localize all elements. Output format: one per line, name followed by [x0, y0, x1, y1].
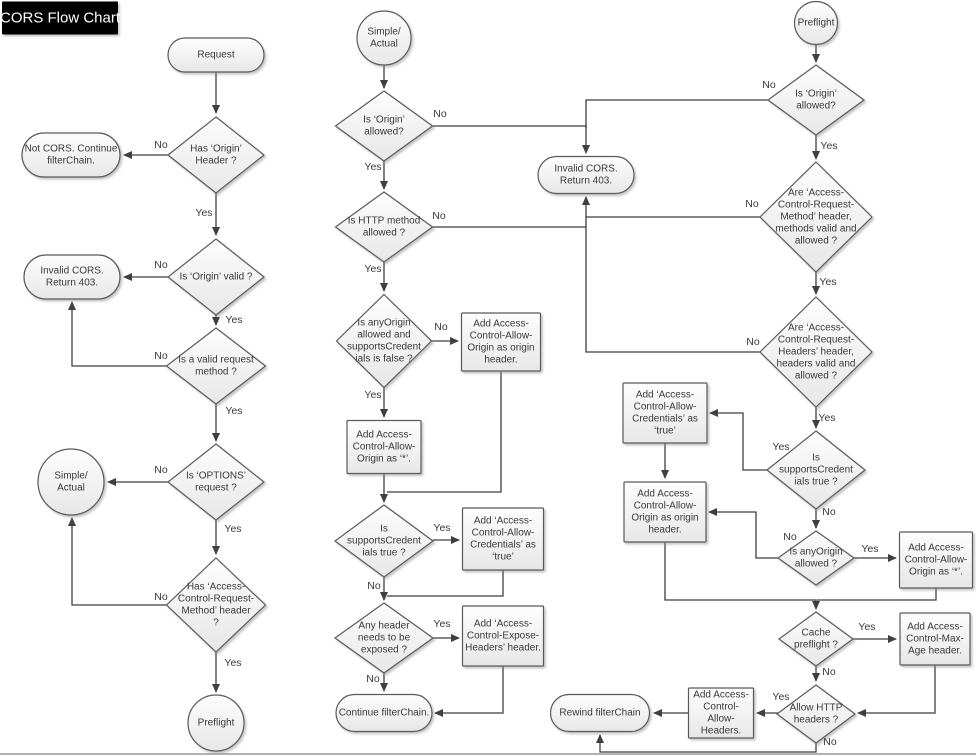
edge-label-no: No: [154, 259, 168, 271]
decision-any-header-exposed-label: Any header needs to be exposed ?: [357, 620, 411, 656]
edge-label-yes: Yes: [818, 412, 836, 424]
edge-label-no: No: [154, 350, 168, 362]
process-acah-header: [689, 688, 754, 738]
edge-label-no: No: [745, 198, 759, 210]
flow-connector: [710, 413, 767, 470]
end-continue-filterchain-label: Continue filterChain.: [338, 707, 430, 719]
end-invalid-cors-left: [24, 255, 120, 299]
decision-cache-preflight-label: Cache preflight ?: [794, 627, 838, 651]
edge-label-yes: Yes: [433, 618, 451, 630]
edge-label-no: No: [154, 591, 168, 603]
decision-has-acrm-header-label: Has ‘Access-Control-Request-Method’ header ?: [177, 581, 255, 629]
process-acao-origin-header-right: [624, 482, 706, 542]
edge-label-yes: Yes: [858, 621, 876, 633]
connector-preflight-left: [188, 695, 244, 751]
flow-connector: [709, 512, 778, 558]
edge-label-no: No: [822, 506, 836, 518]
connector-preflight-right-label: Preflight: [797, 17, 835, 29]
decision-anyorigin-supportscred-false-label: Is anyOrigin allowed and supportsCredent ials is false ?: [347, 317, 421, 365]
start-request-label: Request: [197, 49, 235, 61]
flow-connector: [72, 518, 167, 605]
edge-label-yes: Yes: [364, 263, 382, 275]
flow-connector: [435, 666, 503, 713]
decision-origin-valid-label: Is ‘Origin’ valid ?: [179, 271, 253, 283]
process-acac-true-right: [623, 383, 707, 443]
edge-label-no: No: [762, 79, 776, 91]
process-acma-header: [900, 613, 970, 665]
edge-label-yes: Yes: [364, 389, 382, 401]
decision-origin-allowed-mid-label: Is ‘Origin’ allowed?: [363, 114, 405, 138]
edge-label-no: No: [154, 139, 168, 151]
decision-acrh-valid-right: [760, 297, 872, 407]
decision-supportscred-true-right-label: Is supportsCredent ials true ?: [779, 452, 853, 488]
flow-connector: [387, 570, 503, 596]
decision-allow-http-headers-label: Allow HTTP headers ?: [789, 702, 843, 726]
decision-acrm-valid-right-label: Are ‘Access-Control-Request-Method’ header, methods valid and allowed ?: [775, 187, 857, 247]
end-not-cors-continue-label: Not CORS. Continue filterChain.: [24, 143, 118, 167]
decision-options-request: [168, 444, 264, 520]
edge-label-no: No: [432, 210, 446, 222]
process-aceh-header-label: Add ‘Access-Control-Expose-Headers’ header.: [465, 618, 541, 654]
process-acma-header-label: Add Access-Control-Max-Age header.: [906, 621, 964, 657]
edge-label-yes: Yes: [772, 441, 790, 453]
end-rewind-filterchain-label: Rewind filterChain: [559, 707, 641, 719]
edge-label-yes: Yes: [195, 207, 213, 219]
decision-supportscred-true-mid: [335, 505, 433, 577]
edge-label-yes: Yes: [364, 161, 382, 173]
connector-preflight-left-label: Preflight: [197, 717, 235, 729]
edge-label-no: No: [367, 580, 381, 592]
decision-origin-allowed-right-label: Is ‘Origin’ allowed?: [795, 88, 837, 112]
edge-label-yes: Yes: [861, 543, 879, 555]
decision-http-method-allowed: [336, 192, 433, 262]
decision-acrm-valid-right: [760, 162, 872, 272]
process-aceh-header: [463, 606, 544, 666]
decision-has-origin-header-label: Has ‘Origin’ Header ?: [190, 143, 242, 167]
edge-label-yes: Yes: [224, 657, 242, 669]
edge-label-yes: Yes: [224, 523, 242, 535]
decision-anyorigin-supportscred-false: [337, 295, 432, 388]
edge-label-yes: Yes: [433, 522, 451, 534]
end-rewind-filterchain: [551, 695, 650, 732]
end-invalid-cors-mid: [538, 157, 634, 194]
end-not-cors-continue: [22, 133, 120, 177]
decision-valid-request-method-label: Is a valid request method ?: [178, 354, 254, 378]
flow-connector: [586, 197, 760, 352]
decision-has-origin-header: [168, 117, 264, 193]
process-acac-true-right-label: Add ‘Access-Control-Allow-Credentials’ as ‘true’: [632, 389, 698, 437]
process-acao-star-right-label: Add Access-Control-Allow-Origin as ‘*’.: [904, 542, 968, 578]
title-banner-label: CORS Flow Chart: [0, 9, 121, 27]
decision-origin-valid: [168, 239, 264, 315]
edge-label-no: No: [822, 666, 836, 678]
process-acah-header-label: Add Access-Control-Allow-Headers.: [693, 689, 749, 737]
connector-preflight-right: [795, 2, 838, 45]
edge-label-no: No: [783, 531, 797, 543]
edge-label-no: No: [434, 321, 448, 333]
decision-origin-allowed-right: [768, 65, 864, 135]
start-request: [168, 38, 264, 72]
edge-label-yes: Yes: [225, 314, 243, 326]
decision-options-request-label: Is ‘OPTIONS’ request ?: [185, 470, 247, 494]
decision-any-header-exposed: [335, 603, 433, 673]
edge-label-no: No: [433, 108, 447, 120]
decision-has-acrm-header: [167, 558, 266, 652]
edge-label-no: No: [823, 736, 837, 748]
decision-http-method-allowed-label: Is HTTP method allowed ?: [347, 215, 421, 239]
decision-origin-allowed-mid: [336, 91, 433, 161]
edge-label-yes: Yes: [820, 140, 838, 152]
decision-cache-preflight: [779, 612, 853, 666]
connector-simple-actual-mid: [357, 11, 411, 65]
process-acao-star-mid: [347, 421, 421, 474]
process-acac-true-mid: [463, 508, 544, 570]
process-acao-star-right: [900, 532, 973, 588]
process-acao-star-mid-label: Add Access-Control-Allow-Origin as ‘*’.: [352, 429, 416, 465]
end-invalid-cors-left-label: Invalid CORS. Return 403.: [40, 265, 104, 289]
end-continue-filterchain: [336, 695, 432, 732]
flow-connector: [586, 100, 768, 128]
edge-label-yes: Yes: [225, 405, 243, 417]
edge-label-no: No: [154, 464, 168, 476]
flow-connector: [817, 588, 936, 600]
process-acao-origin-header-mid: [462, 313, 541, 371]
decision-acrh-valid-right-label: Are ‘Access-Control-Request-Headers’ header, headers valid and allowed ?: [776, 322, 856, 382]
process-acao-origin-header-mid-label: Add Access-Control-Allow-Origin as origin header.: [467, 318, 535, 366]
title-banner: [0, 2, 121, 35]
connector-simple-actual-mid-label: Simple/ Actual: [367, 26, 401, 50]
process-acao-origin-header-right-label: Add Access-Control-Allow-Origin as origin header.: [631, 488, 699, 536]
edge-label-no: No: [366, 673, 380, 685]
connector-simple-actual-left-label: Simple/ Actual: [54, 470, 88, 494]
edge-label-yes: Yes: [819, 276, 837, 288]
decision-valid-request-method: [167, 328, 266, 404]
edge-label-no: No: [746, 336, 760, 348]
end-invalid-cors-mid-label: Invalid CORS. Return 403.: [554, 163, 618, 187]
flow-connector: [858, 665, 935, 713]
flow-connector: [432, 126, 586, 153]
connector-simple-actual-left: [38, 449, 104, 515]
process-acac-true-mid-label: Add ‘Access-Control-Allow-Credentials’ as ‘true’: [470, 515, 536, 563]
decision-anyorigin-allowed-right-label: Is anyOrigin allowed ?: [789, 546, 843, 570]
decision-supportscred-true-mid-label: Is supportsCredent ials true ?: [347, 523, 421, 559]
edge-label-yes: Yes: [772, 691, 790, 703]
